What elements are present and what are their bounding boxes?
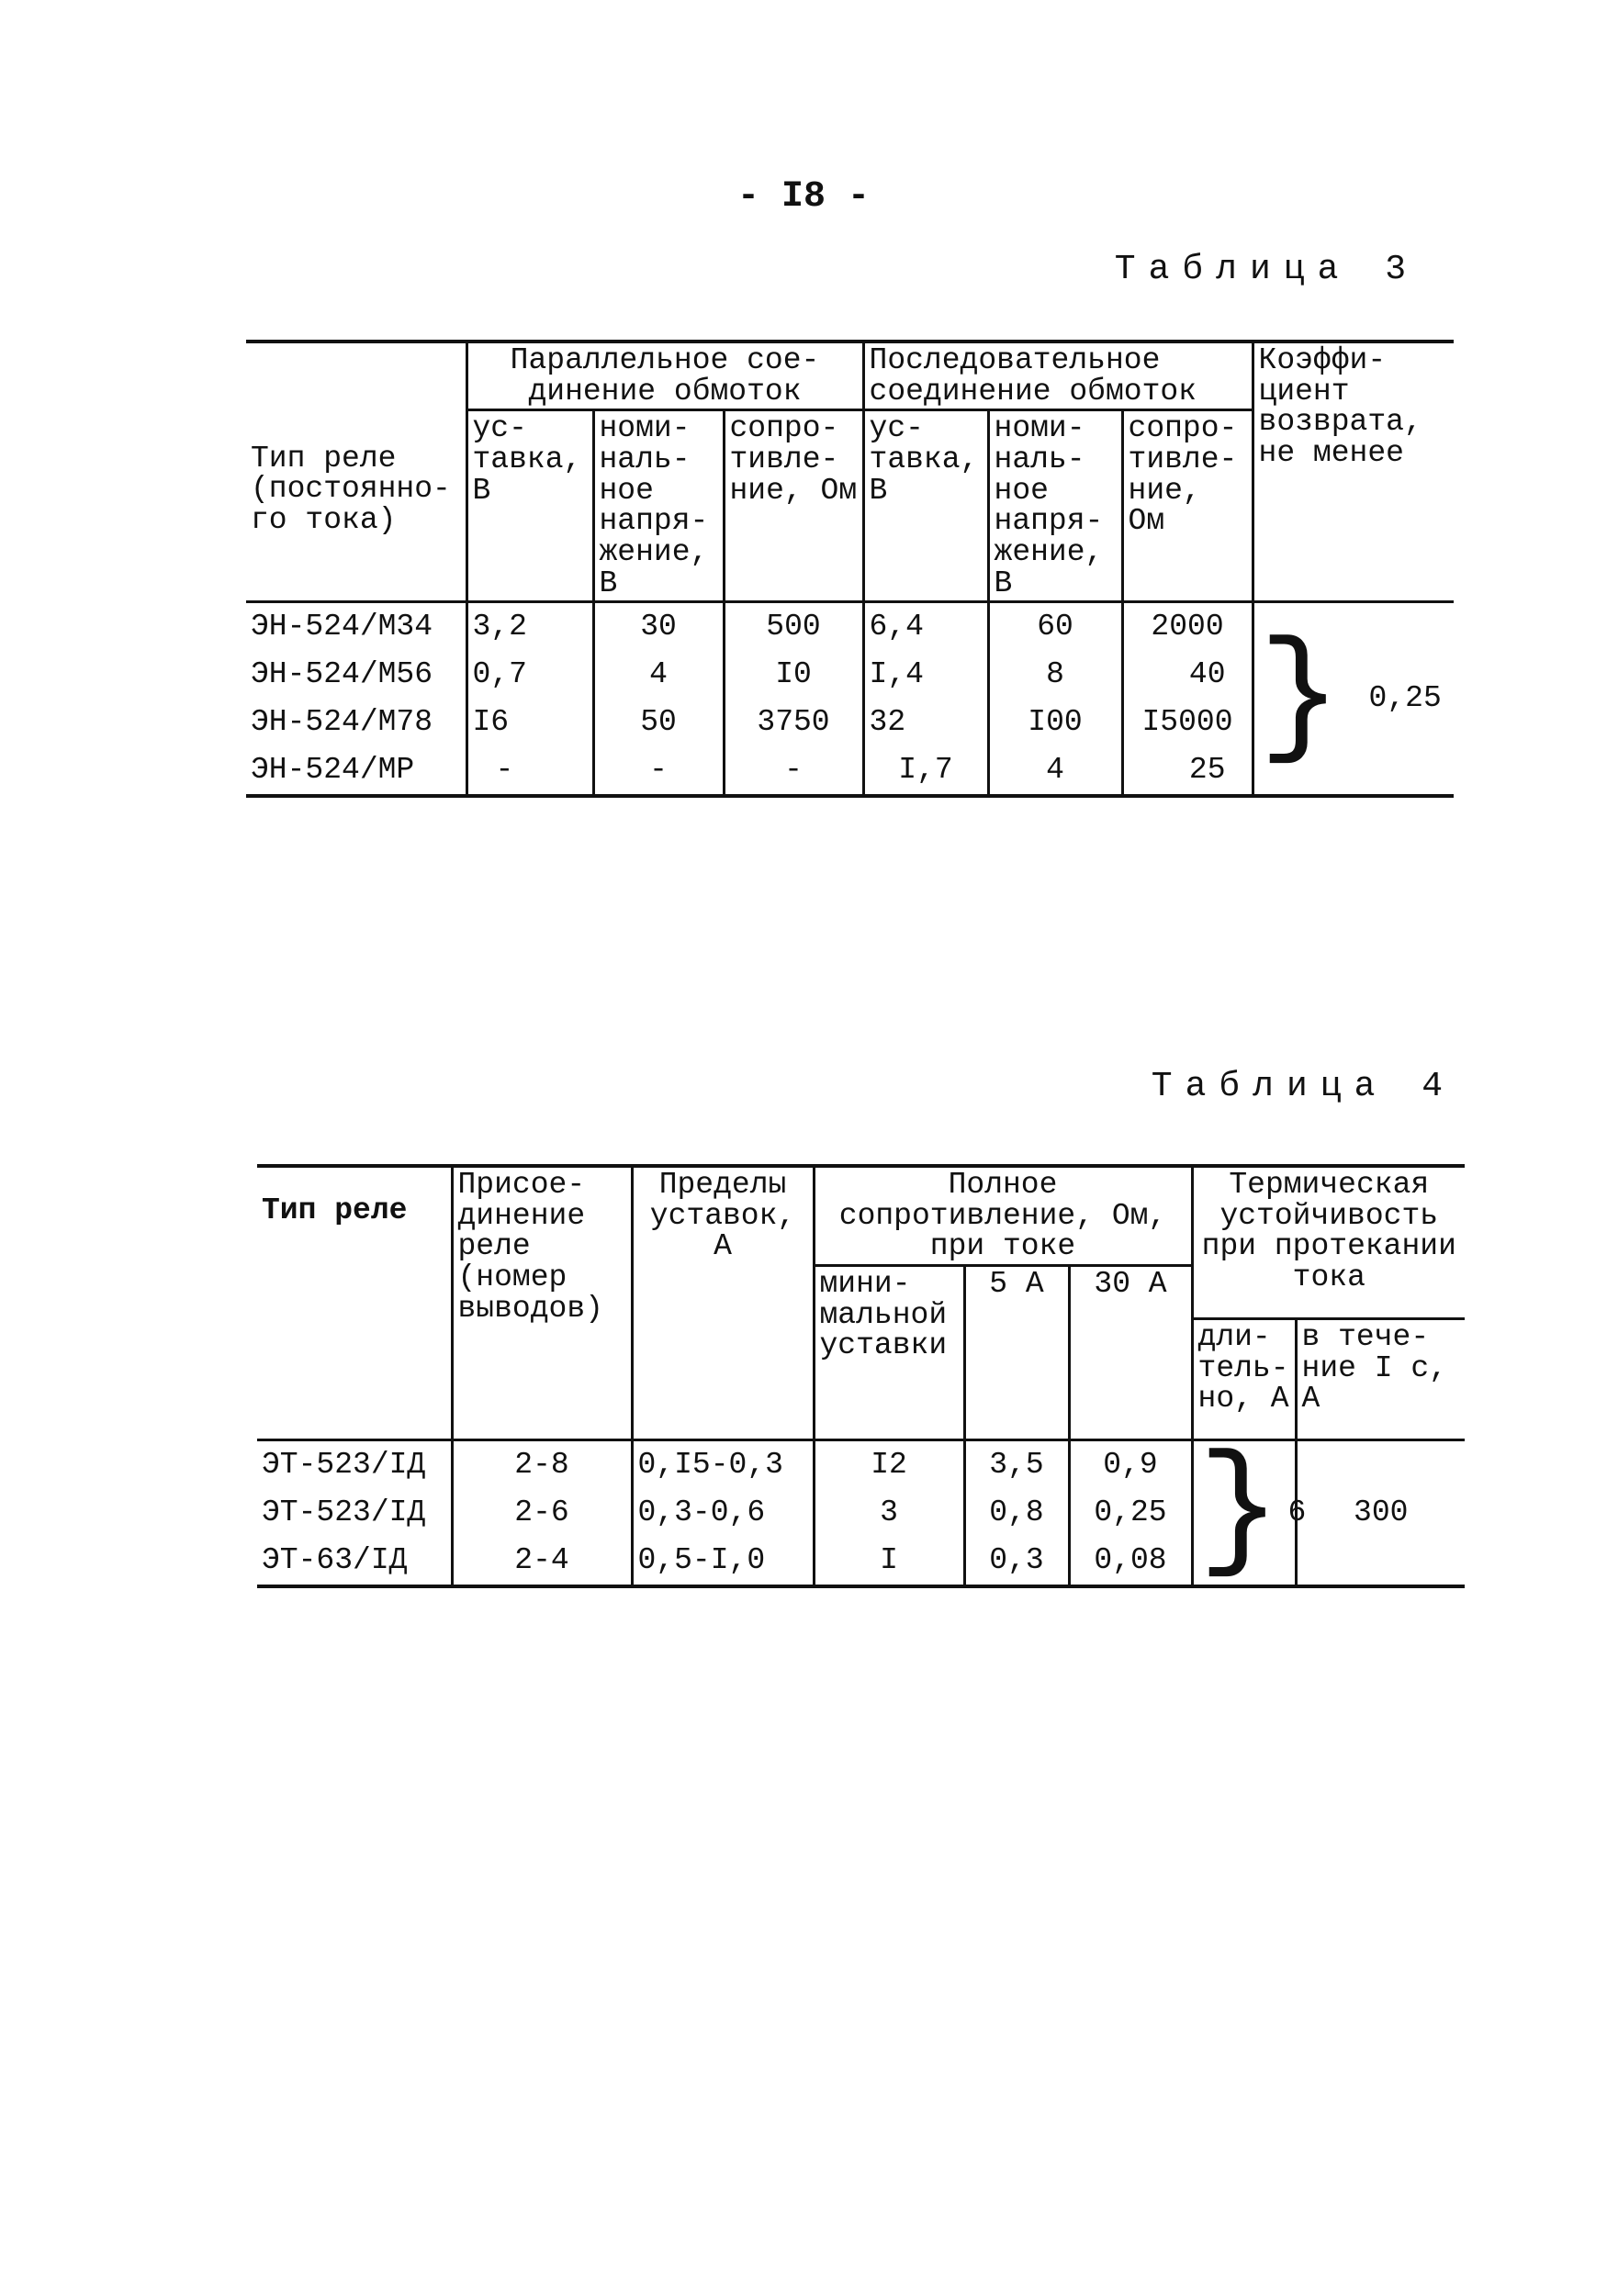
- table-cell: 0,25: [1069, 1489, 1192, 1537]
- table-cell: 0,8: [964, 1489, 1069, 1537]
- table-cell: 60: [988, 602, 1122, 652]
- table3-group-series: Последовательное соединение обмоток: [863, 342, 1253, 410]
- table-cell: 30: [593, 602, 724, 652]
- table-cell: 0,9: [1069, 1439, 1192, 1489]
- brace-icon: }: [1197, 1434, 1281, 1591]
- table-cell: 3: [814, 1489, 964, 1537]
- table4-col-type: Тип реле: [257, 1166, 452, 1439]
- table3-group-parallel: Параллельное сое-динение обмоток: [466, 342, 863, 410]
- table4-group-impedance: Полное сопротивление, Ом, при токе: [814, 1166, 1192, 1265]
- table-cell: 0,3: [964, 1537, 1069, 1586]
- table-cell: I2: [814, 1439, 964, 1489]
- table-cell: 0,3-0,6: [632, 1489, 814, 1537]
- table4-col-limits: Пределы уставок, А: [632, 1166, 814, 1439]
- table-cell: 2-6: [452, 1489, 632, 1537]
- table-cell: I6: [466, 699, 593, 746]
- table3-col-type: Тип реле (постоянно-го тока): [246, 342, 466, 602]
- relay-type: ЭТ-63/IД: [262, 1543, 408, 1578]
- table3: [246, 340, 1454, 798]
- table-cell: 3,5: [964, 1439, 1069, 1489]
- table4-col-connection: Присое-динение реле (номер выводов): [452, 1166, 632, 1439]
- relay-type: ЭТ-523/IД: [262, 1448, 426, 1483]
- table3-sub-setting: ус-тавка, В: [466, 410, 593, 602]
- table-cell: 2000: [1122, 602, 1253, 652]
- table3-sub-voltage-series: номи-наль-ное напря-жение, В: [988, 410, 1122, 602]
- coef-value: 0,25: [1368, 681, 1442, 716]
- relay-type: ЭН-524/М56: [251, 657, 433, 692]
- thermal-1s-value: 300: [1296, 1439, 1465, 1586]
- table3-sub-voltage: номи-наль-ное напря-жение, В: [593, 410, 724, 602]
- table-cell: 500: [724, 602, 863, 652]
- thermal-long-cell: [1192, 1434, 1307, 1591]
- relay-type: ЭН-524/МР: [251, 753, 415, 788]
- table-row: [257, 1439, 1465, 1489]
- table-cell: 0,08: [1069, 1537, 1192, 1586]
- table-cell: 4: [593, 651, 724, 699]
- table-cell: 0,7: [466, 651, 593, 699]
- table-cell: 4: [988, 746, 1122, 796]
- table-cell: I: [814, 1537, 964, 1586]
- relay-type: ЭН-524/М34: [251, 610, 433, 644]
- brace-icon: }: [1258, 620, 1342, 777]
- table-cell: I,7: [863, 746, 988, 796]
- relay-type: ЭН-524/М78: [251, 705, 433, 740]
- table4-sub-5a: 5 А: [964, 1265, 1069, 1439]
- table3-sub-resistance: сопро-тивле-ние, Ом: [724, 410, 863, 602]
- relay-type: ЭТ-523/IД: [262, 1495, 426, 1530]
- table-cell: 50: [593, 699, 724, 746]
- table4-sub-1s: в тече-ние I с, А: [1296, 1318, 1465, 1439]
- table4-caption: Таблица 4: [1151, 1067, 1455, 1106]
- table-cell: I0: [724, 651, 863, 699]
- table-cell: 32: [863, 699, 988, 746]
- table3-coef-cell: [1253, 602, 1454, 797]
- table-cell: 8: [988, 651, 1122, 699]
- table4: [257, 1164, 1465, 1591]
- table4-sub-long: дли-тель-но, А: [1192, 1318, 1296, 1439]
- table-cell: 3,2: [466, 602, 593, 652]
- table-cell: I00: [988, 699, 1122, 746]
- table-row: [246, 602, 1454, 652]
- table-cell: I5000: [1122, 699, 1253, 746]
- table3-caption: Таблица 3: [1114, 250, 1419, 289]
- table4-sub-min: мини-мальной уставки: [814, 1265, 964, 1439]
- table-cell: 2-4: [452, 1537, 632, 1586]
- table3-sub-setting-series: ус-тавка, В: [863, 410, 988, 602]
- table4-sub-30a: 30 А: [1069, 1265, 1192, 1439]
- table-cell: -: [593, 746, 724, 796]
- table-cell: I,4: [863, 651, 988, 699]
- table-cell: 0,5-I,0: [632, 1537, 814, 1586]
- table-cell: 2-8: [452, 1439, 632, 1489]
- table-cell: 25: [1122, 746, 1253, 796]
- table3-col-coef: Коэффи-циент возврата, не менее: [1253, 342, 1454, 602]
- table-cell: 6,4: [863, 602, 988, 652]
- table4-group-thermal: Термическая устойчивость при протекании тока: [1192, 1166, 1465, 1318]
- page-number: - I8 -: [736, 176, 871, 218]
- table3-sub-resistance-series: сопро-тивле-ние, Ом: [1122, 410, 1253, 602]
- table-cell: -: [724, 746, 863, 796]
- thermal-long-value: 6: [1287, 1495, 1307, 1530]
- table-cell: 40: [1122, 651, 1253, 699]
- table-cell: 0,I5-0,3: [632, 1439, 814, 1489]
- table-cell: -: [466, 746, 593, 796]
- table-cell: 3750: [724, 699, 863, 746]
